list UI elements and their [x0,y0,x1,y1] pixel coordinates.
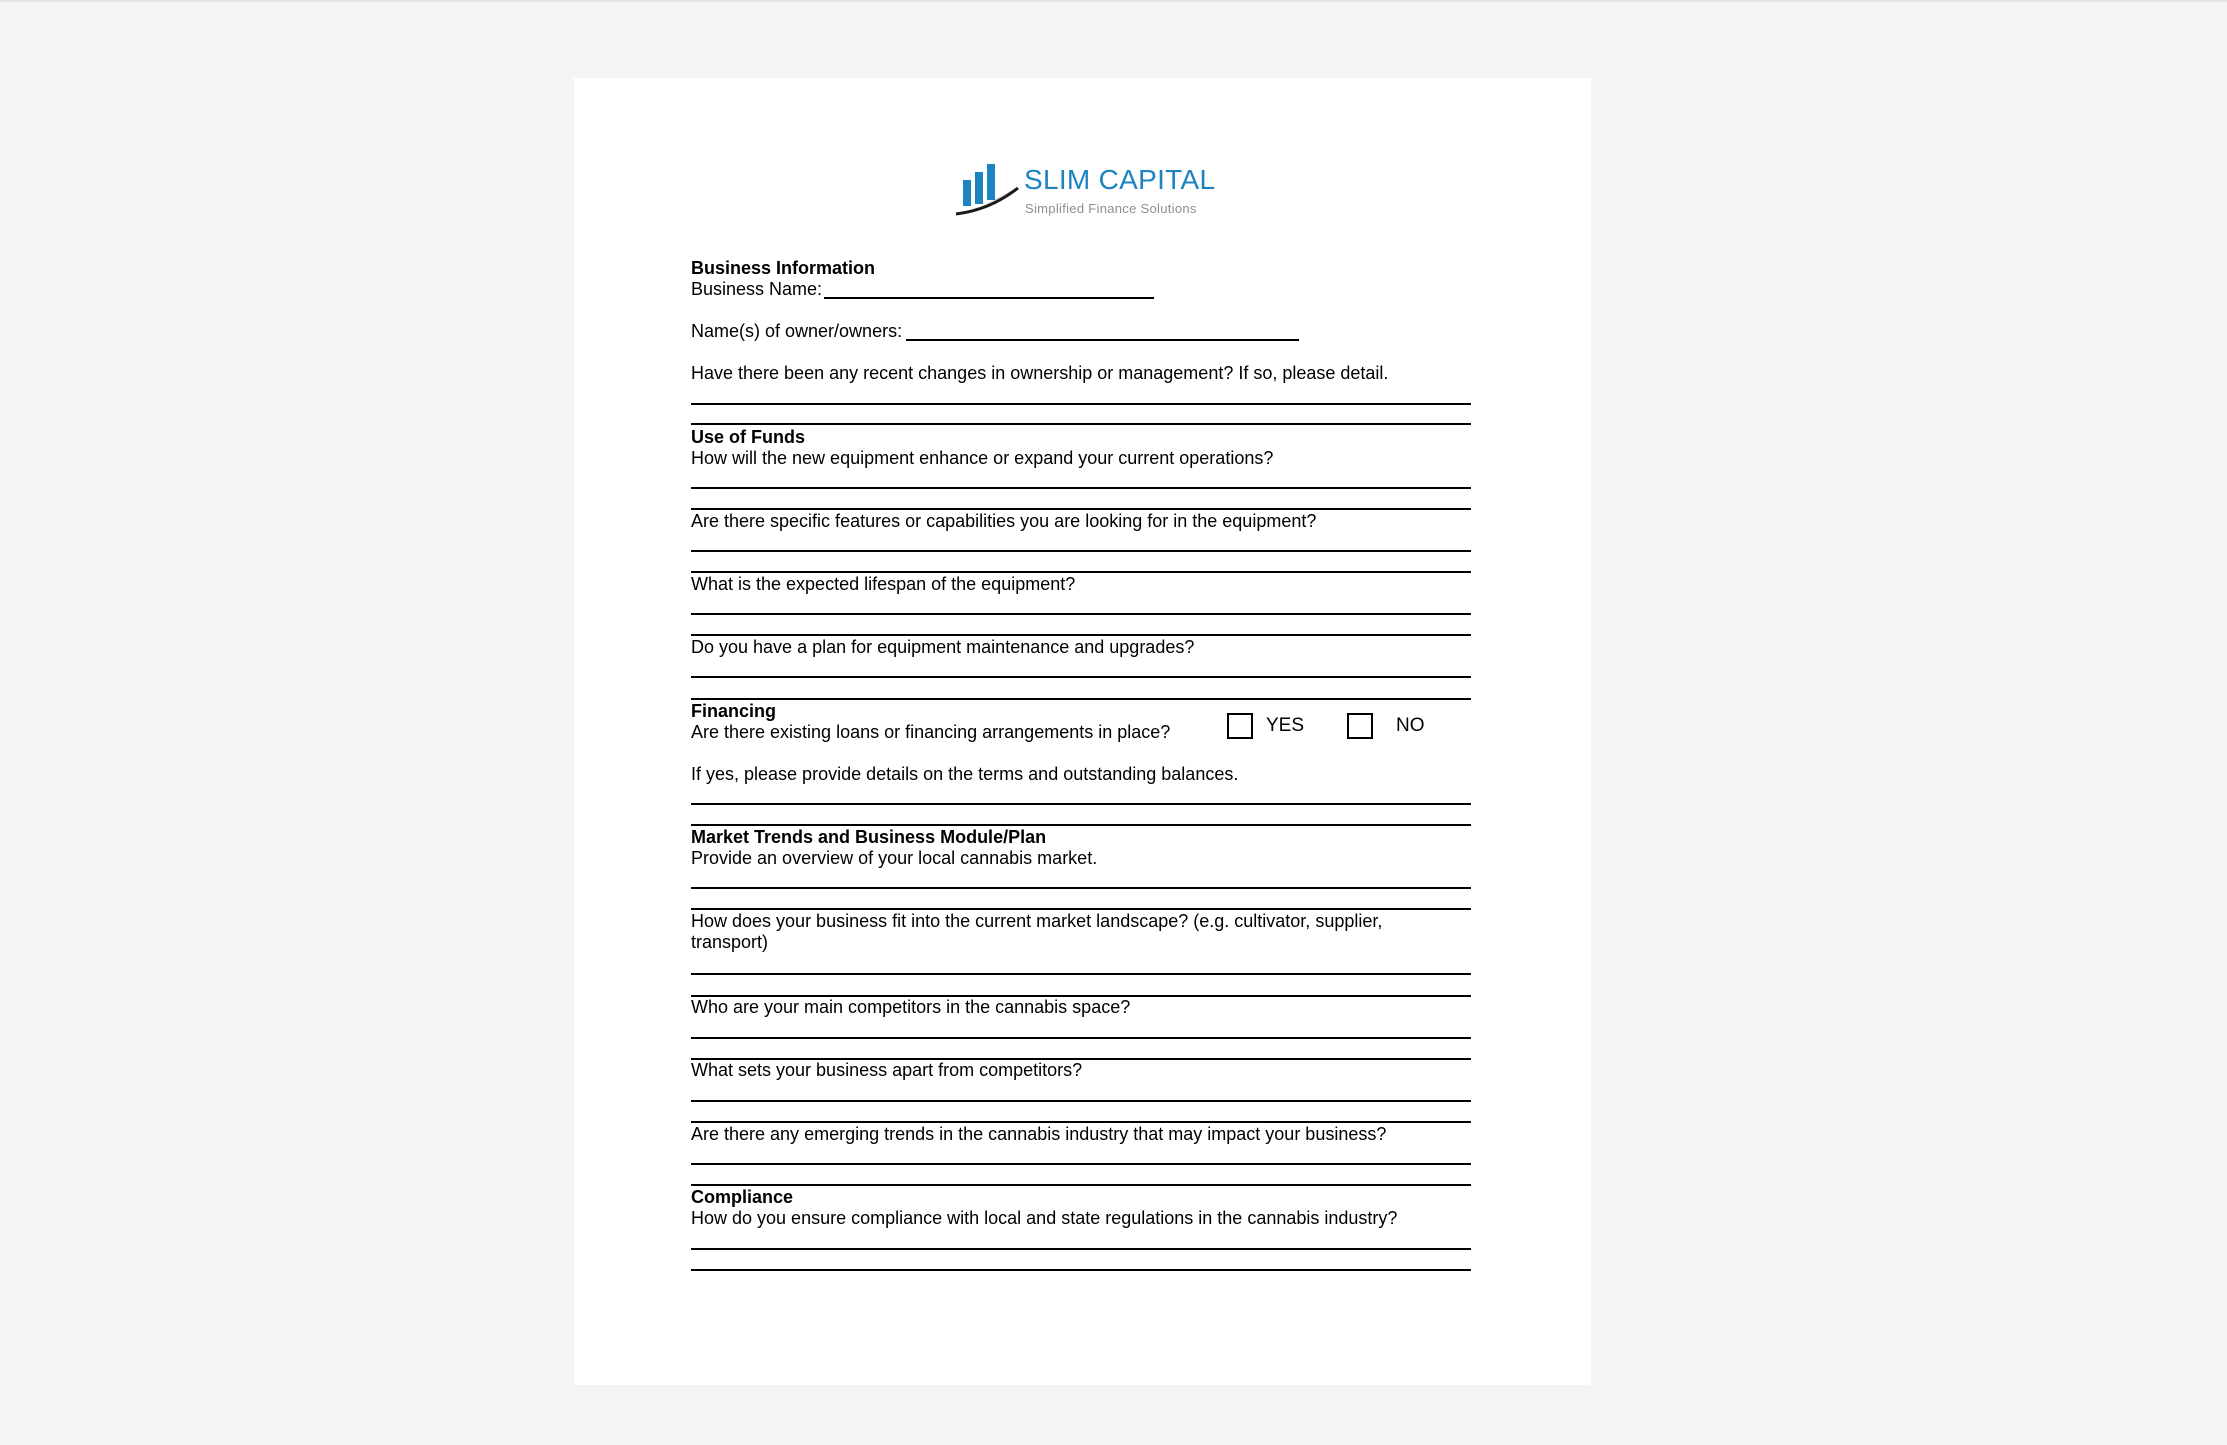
answer-line[interactable] [691,571,1471,573]
business-name-field[interactable] [824,297,1154,299]
yes-label: YES [1266,715,1305,736]
answer-line[interactable] [691,508,1471,510]
yes-checkbox[interactable] [1227,713,1253,739]
no-checkbox[interactable] [1347,713,1373,739]
section-heading-use-of-funds: Use of Funds [691,427,806,447]
answer-line[interactable] [691,1037,1471,1039]
answer-line[interactable] [691,698,1471,700]
answer-line[interactable] [691,550,1471,552]
section-heading-business-information: Business Information [691,258,876,278]
window-top-border [0,0,2227,2]
answer-line[interactable] [691,403,1471,405]
financing-question-2: If yes, please provide details on the terms and outstanding balances. [691,764,1239,784]
ownership-changes-question: Have there been any recent changes in ownership or management? If so, please detail. [691,363,1389,383]
answer-line[interactable] [691,1248,1471,1250]
compliance-question-1: How do you ensure compliance with local and state regulations in the cannabis industry? [691,1208,1398,1228]
logo-tagline: Simplified Finance Solutions [1025,201,1197,216]
use-of-funds-question-1: How will the new equipment enhance or expand your current operations? [691,448,1274,468]
answer-line[interactable] [691,676,1471,678]
market-question-1: Provide an overview of your local cannabis market. [691,848,1098,868]
answer-line[interactable] [691,1121,1471,1123]
answer-line[interactable] [691,634,1471,636]
answer-line[interactable] [691,1184,1471,1186]
answer-line[interactable] [691,973,1471,975]
market-question-4: What sets your business apart from competitors? [691,1060,1083,1080]
owners-label: Name(s) of owner/owners: [691,321,903,341]
market-question-5: Are there any emerging trends in the cannabis industry that may impact your business? [691,1124,1387,1144]
logo-name: SLIM CAPITAL [1024,164,1216,195]
financing-question-1: Are there existing loans or financing arrangements in place? [691,722,1171,742]
bar-chart-logo-icon [954,158,1024,222]
use-of-funds-question-4: Do you have a plan for equipment maintenance and upgrades? [691,637,1195,657]
section-heading-compliance: Compliance [691,1187,794,1207]
market-question-3: Who are your main competitors in the cannabis space? [691,997,1131,1017]
section-heading-market-trends: Market Trends and Business Module/Plan [691,827,1047,847]
use-of-funds-question-3: What is the expected lifespan of the equipment? [691,574,1076,594]
answer-line[interactable] [691,1269,1471,1271]
section-heading-financing: Financing [691,701,776,721]
answer-line[interactable] [691,487,1471,489]
answer-line[interactable] [691,1163,1471,1165]
answer-line[interactable] [691,1100,1471,1102]
business-name-label: Business Name: [691,279,823,299]
answer-line[interactable] [691,887,1471,889]
use-of-funds-question-2: Are there specific features or capabilities you are looking for in the equipment? [691,511,1317,531]
answer-line[interactable] [691,908,1471,910]
market-question-2-line-1: How does your business fit into the current market landscape? (e.g. cultivator, supplier, [691,911,1383,931]
company-logo [954,158,1214,222]
no-label: NO [1396,715,1425,736]
owners-field[interactable] [906,339,1299,341]
document-page [574,78,1591,1385]
answer-line[interactable] [691,423,1471,425]
answer-line[interactable] [691,613,1471,615]
answer-line[interactable] [691,803,1471,805]
market-question-2-line-2: transport) [691,932,769,952]
answer-line[interactable] [691,824,1471,826]
